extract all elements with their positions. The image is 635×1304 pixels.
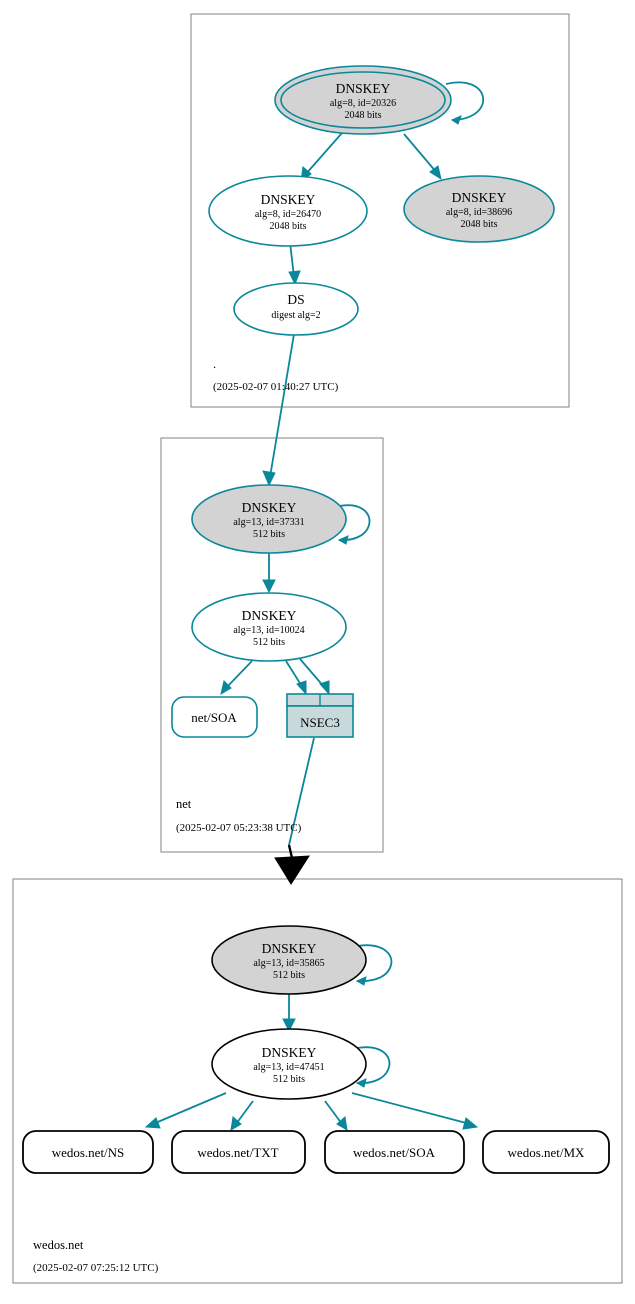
node-net-soa-label: net/SOA xyxy=(191,710,237,725)
node-dnskey-10024-alg: alg=13, id=10024 xyxy=(233,625,305,636)
node-dnskey-10024-bits: 512 bits xyxy=(253,637,285,648)
node-dnskey-10024-title: DNSKEY xyxy=(241,608,297,623)
node-dnskey-26470-title: DNSKEY xyxy=(260,192,316,207)
node-dnskey-37331-title: DNSKEY xyxy=(241,500,297,515)
zone-label-root: . xyxy=(213,357,217,371)
node-dnskey-35865-bits: 512 bits xyxy=(273,970,305,981)
node-dnskey-35865-alg: alg=13, id=35865 xyxy=(253,958,325,969)
arrowhead-wedos-ksk-self xyxy=(357,977,366,985)
node-dnskey-20326-bits: 2048 bits xyxy=(344,110,382,121)
node-dnskey-26470-bits: 2048 bits xyxy=(269,221,307,232)
zone-timestamp-net: (2025-02-07 05:23:38 UTC) xyxy=(176,822,302,834)
arrowhead-net-soa xyxy=(221,681,231,694)
edge-ksk-to-zsk38696 xyxy=(404,134,437,173)
edge-ksk-to-zsk26470 xyxy=(305,133,342,175)
node-dnskey-35865-title: DNSKEY xyxy=(261,941,317,956)
edge-net-zsk-to-soa xyxy=(226,661,252,688)
node-dnskey-26470-alg: alg=8, id=26470 xyxy=(254,209,322,220)
node-ds-net-digest: digest alg=2 xyxy=(271,310,321,321)
node-dnskey-20326-alg: alg=8, id=20326 xyxy=(329,98,397,109)
edge-delegation-stub xyxy=(289,845,292,858)
node-dnskey-38696-bits: 2048 bits xyxy=(460,219,498,230)
edge-wedos-zsk-to-ns xyxy=(153,1093,226,1124)
arrowhead-wedos-ns xyxy=(146,1118,160,1128)
node-dnskey-37331-bits: 512 bits xyxy=(253,529,285,540)
node-dnskey-47451-title: DNSKEY xyxy=(261,1045,317,1060)
zone-timestamp-wedos-net: (2025-02-07 07:25:12 UTC) xyxy=(33,1262,159,1274)
node-dnskey-37331-alg: alg=13, id=37331 xyxy=(233,517,305,528)
node-net-nsec3-label: NSEC3 xyxy=(300,715,340,730)
node-wedos-ns-label: wedos.net/NS xyxy=(51,1145,125,1160)
arrowhead-nsec3-a xyxy=(297,681,306,694)
node-dnskey-47451-bits: 512 bits xyxy=(273,1074,305,1085)
zone-label-net: net xyxy=(176,797,192,811)
zone-timestamp-root: (2025-02-07 01:40:27 UTC) xyxy=(213,381,339,393)
arrowhead-ds xyxy=(289,271,300,284)
edge-wedos-zsk-to-soa xyxy=(325,1101,342,1124)
zone-label-wedos-net: wedos.net xyxy=(33,1238,84,1252)
arrowhead-net-zsk xyxy=(263,580,275,592)
node-ds-net-title: DS xyxy=(287,292,305,307)
arrowhead-wedos-delegation xyxy=(275,856,309,884)
node-dnskey-47451-alg: alg=13, id=47451 xyxy=(253,1062,325,1073)
node-dnskey-38696-alg: alg=8, id=38696 xyxy=(445,207,513,218)
node-wedos-mx-label: wedos.net/MX xyxy=(507,1145,585,1160)
node-dnskey-20326-title: DNSKEY xyxy=(335,81,391,96)
node-dnskey-38696-title: DNSKEY xyxy=(451,190,507,205)
edge-ds-to-net-ksk xyxy=(270,334,294,477)
edge-wedos-zsk-to-mx xyxy=(352,1093,470,1124)
arrowhead-ksk-root-self xyxy=(452,116,461,124)
arrowhead-net-ksk-self xyxy=(339,536,348,544)
node-wedos-txt-label: wedos.net/TXT xyxy=(197,1145,279,1160)
arrowhead-wedos-mx xyxy=(463,1118,477,1129)
edge-wedos-zsk-to-txt xyxy=(236,1101,253,1124)
arrowhead-net-ksk xyxy=(263,471,275,485)
node-ds-net xyxy=(234,283,358,335)
node-wedos-soa-label: wedos.net/SOA xyxy=(353,1145,435,1160)
